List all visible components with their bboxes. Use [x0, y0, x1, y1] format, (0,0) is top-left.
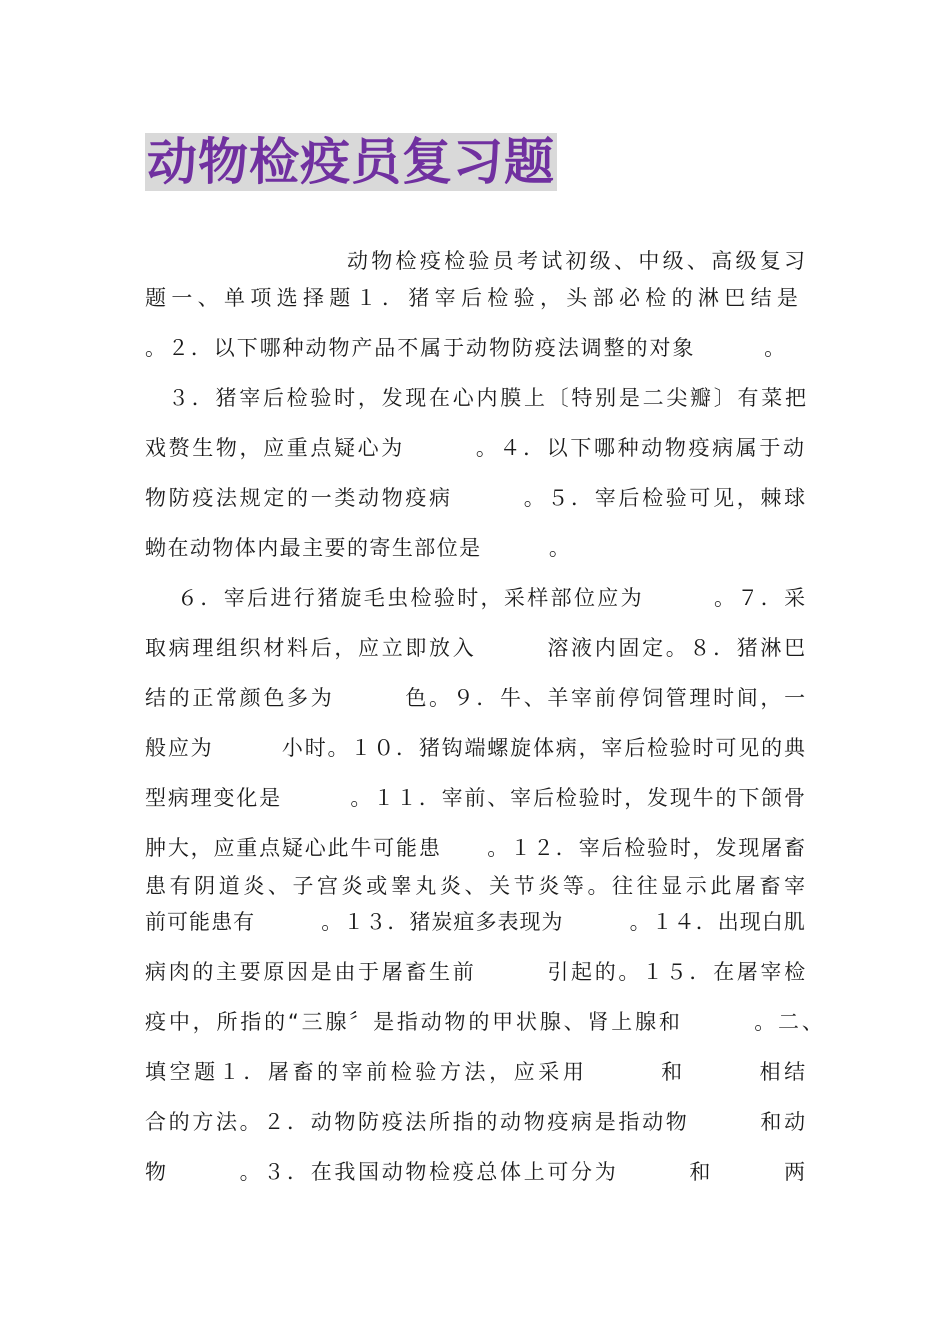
text-line: 蚴在动物体内最主要的寄生部位是 。 [145, 536, 572, 560]
text-line: 型病理变化是 。１１．宰前、宰后检验时，发现牛的下颌骨 [145, 786, 807, 810]
text-line: 。２．以下哪种动物产品不属于动物防疫法调整的对象 。 [145, 336, 788, 360]
document-title: 动物检疫员复习题 [147, 133, 555, 191]
text-line: 题一、单项选择题１．猪宰后检验，头部必检的淋巴结是 [145, 286, 804, 310]
text-line: 患有阴道炎、子宫炎或睾丸炎、关节炎等。往往显示此屠畜宰 [145, 874, 809, 898]
text-line: ６．宰后进行猪旋毛虫检验时，采样部位应为 。７．采 [177, 586, 808, 610]
text-line: 肿大，应重点疑心此牛可能患 。１２．宰后检验时，发现屠畜 [145, 836, 807, 860]
text-line: 疫中，所指的“三腺〞是指动物的甲状腺、肾上腺和 。二、 [145, 1010, 826, 1034]
text-line: ３．猪宰后检验时，发现在心内膜上〔特别是二尖瓣〕有菜把 [168, 386, 809, 410]
text-line: 结的正常颜色多为 色。９．牛、羊宰前停饲管理时间，一 [145, 686, 808, 710]
text-line: 物防疫法规定的一类动物疫病 。５．宰后检验可见，棘球 [145, 486, 808, 510]
text-line: 前可能患有 。１３．猪炭疽多表现为 。１４．出现白肌 [145, 910, 806, 934]
text-line: 物 。３．在我国动物检疫总体上可分为 和 两 [145, 1160, 808, 1184]
text-line: 般应为 小时。１０．猪钩端螺旋体病，宰后检验时可见的典 [145, 736, 807, 760]
text-line: 戏赘生物，应重点疑心为 。４．以下哪种动物疫病属于动 [145, 436, 807, 460]
text-line: 病肉的主要原因是由于屠畜生前 引起的。１５．在屠宰检 [145, 960, 808, 984]
text-line: 动物检疫检验员考试初级、中级、高级复习 [347, 249, 809, 273]
text-line: 合的方法。２．动物防疫法所指的动物疫病是指动物 和动 [145, 1110, 808, 1134]
text-line: 填空题１．屠畜的宰前检验方法，应采用 和 相结 [145, 1060, 809, 1084]
text-line: 取病理组织材料后，应立即放入 溶液内固定。８．猪淋巴 [145, 636, 808, 660]
